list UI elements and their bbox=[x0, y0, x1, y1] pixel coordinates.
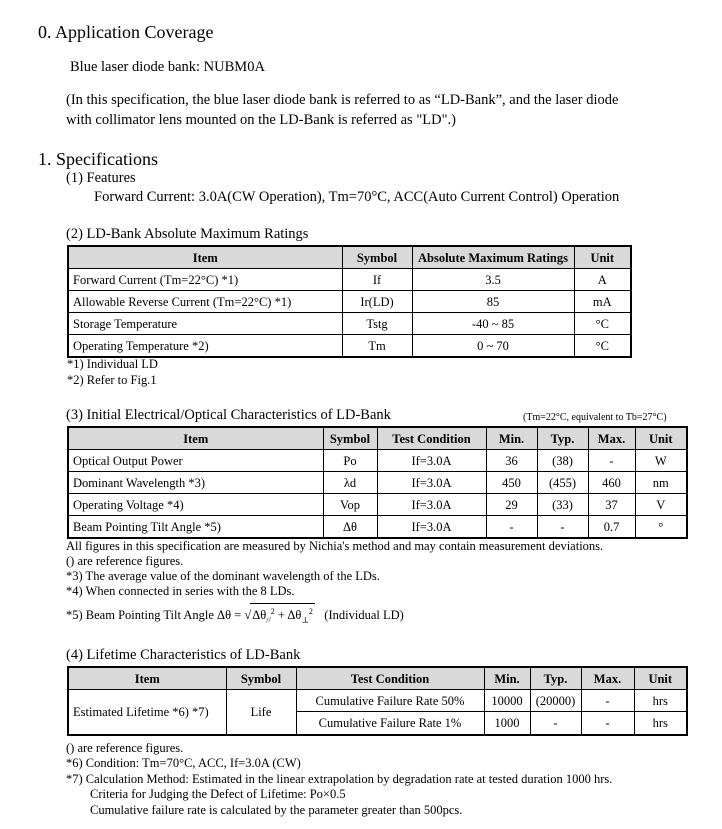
table3-note-2: () are reference figures. bbox=[66, 554, 184, 568]
header-test-condition: Test Condition bbox=[296, 667, 484, 690]
cell-item: Allowable Reverse Current (Tm=22°C) *1) bbox=[68, 291, 342, 313]
cell-unit: W bbox=[635, 450, 687, 472]
cell-min: 450 bbox=[486, 472, 537, 494]
cell-symbol: Life bbox=[226, 690, 296, 736]
header-typ: Typ. bbox=[537, 427, 588, 450]
header-unit: Unit bbox=[635, 427, 687, 450]
table-row bbox=[68, 690, 687, 712]
cell-condition: Cumulative Failure Rate 50% bbox=[296, 690, 484, 712]
header-typ: Typ. bbox=[530, 667, 581, 690]
cell-unit: °C bbox=[574, 335, 631, 358]
table-row bbox=[68, 269, 631, 291]
cell-item: Dominant Wavelength *3) bbox=[68, 472, 323, 494]
cell-symbol: Tm bbox=[342, 335, 412, 358]
features-heading: (1) Features bbox=[66, 170, 136, 186]
table-row bbox=[68, 516, 687, 539]
table-header-row bbox=[68, 667, 687, 690]
cell-condition: If=3.0A bbox=[377, 450, 486, 472]
cell-max: 37 bbox=[588, 494, 635, 516]
cell-typ: - bbox=[530, 712, 581, 735]
cell-unit: mA bbox=[574, 291, 631, 313]
table2-note-2: *2) Refer to Fig.1 bbox=[67, 373, 157, 387]
cell-typ: (38) bbox=[537, 450, 588, 472]
cell-symbol: Po bbox=[323, 450, 377, 472]
cell-typ: (20000) bbox=[530, 690, 581, 712]
table-row bbox=[68, 313, 631, 335]
product-line: Blue laser diode bank: NUBM0A bbox=[70, 59, 265, 75]
cell-min: 1000 bbox=[484, 712, 530, 735]
cell-item: Operating Temperature *2) bbox=[68, 335, 342, 358]
sqrt-symbol: √ bbox=[244, 608, 252, 623]
cell-value: 85 bbox=[412, 291, 574, 313]
cell-unit: hrs bbox=[634, 690, 687, 712]
cell-condition: Cumulative Failure Rate 1% bbox=[296, 712, 484, 735]
cell-min: 36 bbox=[486, 450, 537, 472]
cell-min: - bbox=[486, 516, 537, 539]
coverage-note-line1: (In this specification, the blue laser diode bank is referred to as “LD-Bank”, and the laser diode bbox=[66, 92, 619, 108]
formula-radicand: $\Delta\theta_{//}^2 + \Delta\theta_\perp^2$ bbox=[250, 603, 315, 628]
cell-max: - bbox=[588, 450, 635, 472]
electrical-optical-table bbox=[67, 426, 688, 539]
header-symbol: Symbol bbox=[323, 427, 377, 450]
tilt-angle-formula bbox=[66, 603, 404, 628]
header-item: Item bbox=[68, 427, 323, 450]
cell-value: -40 ~ 85 bbox=[412, 313, 574, 335]
section-1-heading: 1. Specifications bbox=[38, 149, 158, 169]
formula-prefix: *5) Beam Pointing Tilt Angle Δθ = bbox=[66, 608, 242, 623]
cell-symbol: λd bbox=[323, 472, 377, 494]
header-max: Max. bbox=[581, 667, 634, 690]
table-row bbox=[68, 450, 687, 472]
lifetime-table bbox=[67, 666, 688, 736]
table-row bbox=[68, 335, 631, 358]
cell-max: - bbox=[581, 690, 634, 712]
cell-unit: ° bbox=[635, 516, 687, 539]
cell-unit: hrs bbox=[634, 712, 687, 735]
table2-note-1: *1) Individual LD bbox=[67, 357, 158, 371]
cell-max: 460 bbox=[588, 472, 635, 494]
header-abs-max: Absolute Maximum Ratings bbox=[412, 246, 574, 269]
table3-note-3: *3) The average value of the dominant wavelength of the LDs. bbox=[66, 569, 380, 583]
cell-min: 29 bbox=[486, 494, 537, 516]
formula-suffix: (Individual LD) bbox=[324, 608, 404, 623]
header-unit: Unit bbox=[634, 667, 687, 690]
cell-typ: (33) bbox=[537, 494, 588, 516]
cell-item: Storage Temperature bbox=[68, 313, 342, 335]
table4-title: (4) Lifetime Characteristics of LD-Bank bbox=[66, 647, 301, 663]
cell-condition: If=3.0A bbox=[377, 472, 486, 494]
table-row bbox=[68, 472, 687, 494]
cell-condition: If=3.0A bbox=[377, 516, 486, 539]
cell-condition: If=3.0A bbox=[377, 494, 486, 516]
table4-note-1: () are reference figures. bbox=[66, 741, 184, 755]
table3-condition: (Tm=22°C, equivalent to Tb=27°C) bbox=[523, 412, 667, 423]
cell-unit: °C bbox=[574, 313, 631, 335]
header-symbol: Symbol bbox=[342, 246, 412, 269]
cell-unit: A bbox=[574, 269, 631, 291]
section-0-heading: 0. Application Coverage bbox=[38, 22, 214, 42]
cell-value: 3.5 bbox=[412, 269, 574, 291]
cell-symbol: Δθ bbox=[323, 516, 377, 539]
header-unit: Unit bbox=[574, 246, 631, 269]
cell-item: Estimated Lifetime *6) *7) bbox=[68, 690, 226, 736]
cell-symbol: Vop bbox=[323, 494, 377, 516]
cell-symbol: Tstg bbox=[342, 313, 412, 335]
cell-item: Operating Voltage *4) bbox=[68, 494, 323, 516]
cell-typ: (455) bbox=[537, 472, 588, 494]
table-header-row bbox=[68, 246, 631, 269]
header-max: Max. bbox=[588, 427, 635, 450]
table4-note-4: Criteria for Judging the Defect of Lifetime: Po×0.5 bbox=[90, 787, 346, 801]
header-min: Min. bbox=[486, 427, 537, 450]
cell-item: Beam Pointing Tilt Angle *5) bbox=[68, 516, 323, 539]
absolute-max-ratings-table bbox=[67, 245, 632, 358]
cell-value: 0 ~ 70 bbox=[412, 335, 574, 358]
header-test-condition: Test Condition bbox=[377, 427, 486, 450]
cell-unit: nm bbox=[635, 472, 687, 494]
table4-note-5: Cumulative failure rate is calculated by the parameter greater than 500pcs. bbox=[90, 803, 463, 817]
cell-min: 10000 bbox=[484, 690, 530, 712]
cell-item: Optical Output Power bbox=[68, 450, 323, 472]
table3-note-1: All figures in this specification are measured by Nichia's method and may contain measurement deviations. bbox=[66, 539, 604, 553]
cell-typ: - bbox=[537, 516, 588, 539]
table-row bbox=[68, 494, 687, 516]
table4-note-2: *6) Condition: Tm=70°C, ACC, If=3.0A (CW) bbox=[66, 756, 301, 770]
table3-note-4: *4) When connected in series with the 8 LDs. bbox=[66, 584, 295, 598]
cell-symbol: Ir(LD) bbox=[342, 291, 412, 313]
cell-unit: V bbox=[635, 494, 687, 516]
table3-title: (3) Initial Electrical/Optical Characteristics of LD-Bank bbox=[66, 407, 391, 423]
table2-title: (2) LD-Bank Absolute Maximum Ratings bbox=[66, 226, 309, 242]
table-header-row bbox=[68, 427, 687, 450]
header-min: Min. bbox=[484, 667, 530, 690]
table4-note-3: *7) Calculation Method: Estimated in the linear extrapolation by degradation rate at tested duration 1000 hrs. bbox=[66, 772, 613, 786]
features-text: Forward Current: 3.0A(CW Operation), Tm=70°C, ACC(Auto Current Control) Operation bbox=[94, 189, 620, 205]
table-row bbox=[68, 291, 631, 313]
header-symbol: Symbol bbox=[226, 667, 296, 690]
cell-max: 0.7 bbox=[588, 516, 635, 539]
header-item: Item bbox=[68, 246, 342, 269]
cell-symbol: If bbox=[342, 269, 412, 291]
header-item: Item bbox=[68, 667, 226, 690]
coverage-note-line2: with collimator lens mounted on the LD-Bank is referred as "LD".) bbox=[66, 112, 456, 128]
cell-item: Forward Current (Tm=22°C) *1) bbox=[68, 269, 342, 291]
cell-max: - bbox=[581, 712, 634, 735]
